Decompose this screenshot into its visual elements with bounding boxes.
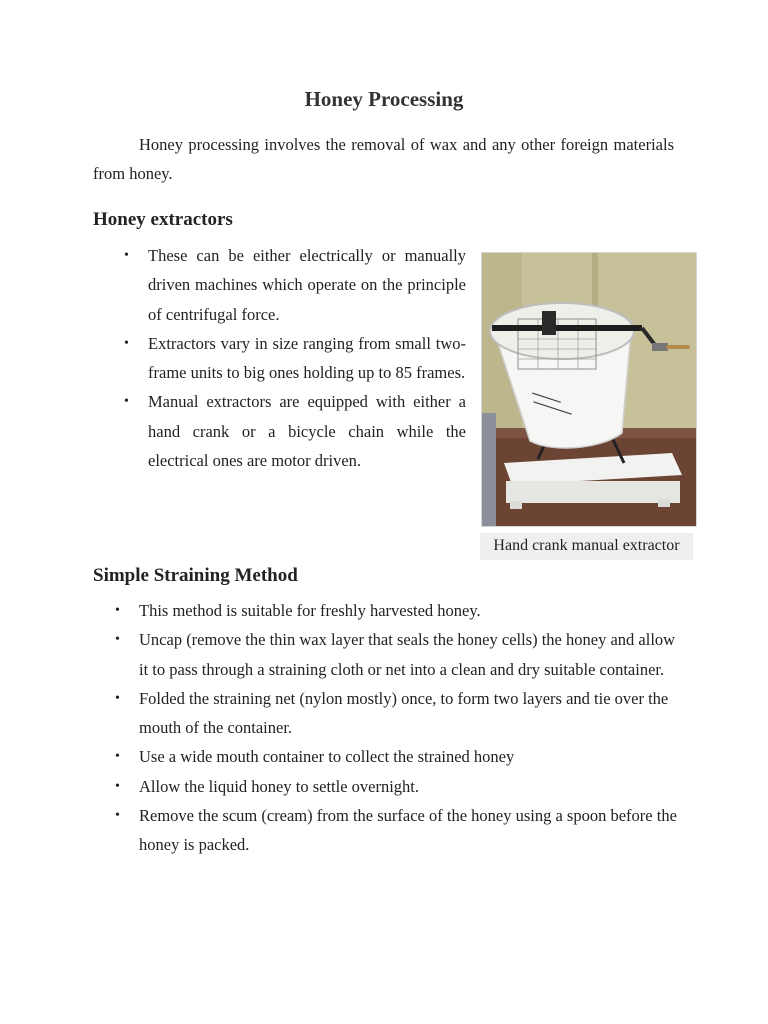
intro-paragraph: Honey processing involves the removal of wax and any other foreign materials from honey. [93,135,674,183]
list-item: • Manual extractors are equipped with either a hand crank or a bicycle chain while the electrical ones are motor driven. [148,387,466,475]
straining-list [139,596,679,860]
list-item: • These can be either electrically or manually driven machines which operate on the principle of centrifugal force. [148,241,466,329]
figure-caption: Hand crank manual extractor [480,533,693,560]
extractor-photo [481,252,697,527]
page-title: Honey Processing [304,87,464,111]
list-item: • Allow the liquid honey to settle overnight. [139,772,679,801]
list-item: • Remove the scum (cream) from the surface of the honey using a spoon before the honey is packed. [139,801,679,860]
list-item: • Uncap (remove the thin wax layer that seals the honey cells) the honey and allow it to pass through a straining cloth or net into a clean and dry suitable container. [139,625,679,684]
extractor-illustration [482,253,697,527]
section-heading-extractors: Honey extractors [93,209,233,230]
list-item: • Use a wide mouth container to collect the strained honey [139,742,679,771]
list-item: • Folded the straining net (nylon mostly) once, to form two layers and tie over the mouth of the container. [139,684,679,743]
list-item: • This method is suitable for freshly harvested honey. [139,596,679,625]
list-item: • Extractors vary in size ranging from small two- frame units to big ones holding up to 85 frames. [148,329,466,388]
extractors-list [148,241,466,475]
section-heading-straining: Simple Straining Method [93,565,298,586]
